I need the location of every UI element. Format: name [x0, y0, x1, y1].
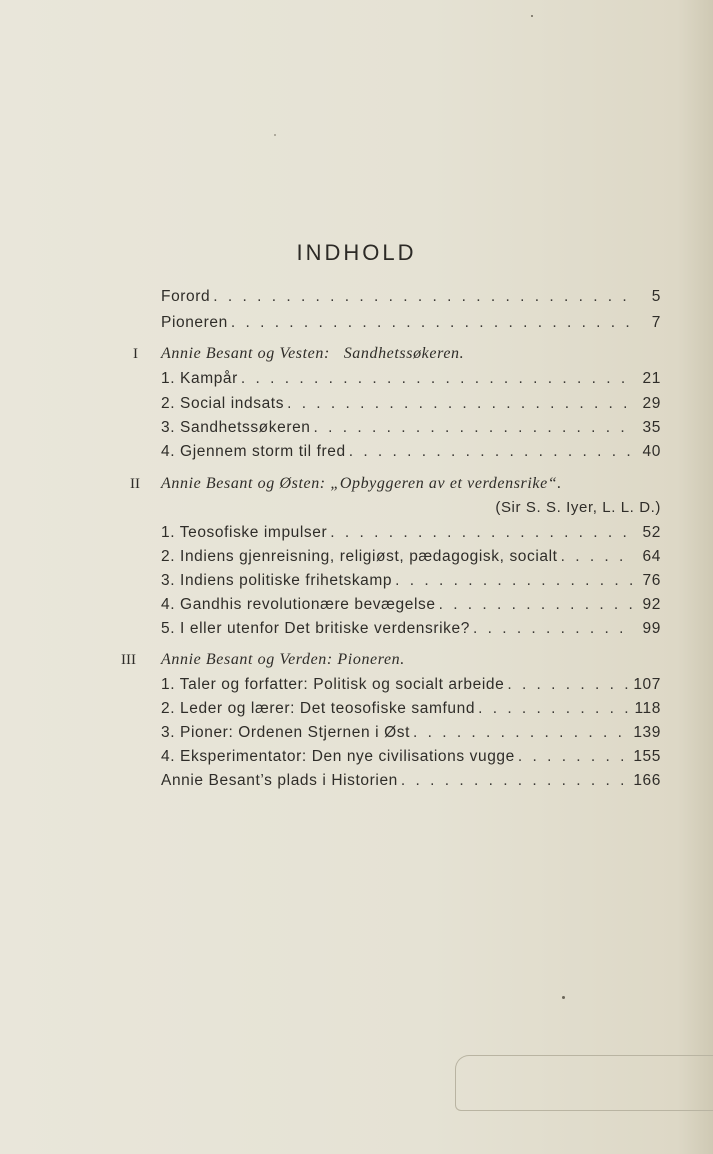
dot-leader: [346, 443, 635, 461]
dot-leader: [558, 548, 635, 566]
library-stamp-outline: [455, 1055, 713, 1111]
toc-entry[interactable]: [161, 524, 661, 546]
dot-leader: [311, 419, 635, 437]
entry-page: 166: [633, 772, 661, 789]
part-heading: [161, 345, 464, 363]
part-heading: Annie Besant og Verden: Pioneren.: [161, 651, 405, 668]
dot-leader: [398, 772, 631, 790]
entry-page: 99: [642, 620, 661, 637]
dot-leader: [475, 700, 632, 718]
part-numeral: II: [130, 476, 140, 492]
toc-entry-closing[interactable]: [161, 772, 661, 794]
part-heading-tail: Sandhetssøkeren.: [343, 345, 465, 362]
toc-entry-forord[interactable]: [161, 288, 661, 310]
dot-leader: [327, 524, 635, 542]
toc-entry[interactable]: [161, 676, 661, 698]
entry-label: 4. Gandhis revolutionære bevægelse: [161, 596, 436, 613]
toc-entry[interactable]: [161, 620, 661, 642]
entry-label: 3. Indiens politiske frihetskamp: [161, 572, 393, 589]
entry-label: Annie Besant’s plads i Historien: [161, 772, 398, 789]
part-heading: Annie Besant og Østen: „Opbyggeren av et verdensrike“.: [161, 475, 562, 492]
entry-label: 3. Pioner: Ordenen Stjernen i Øst: [161, 724, 410, 741]
dot-leader: [470, 620, 635, 638]
entry-page: 7: [651, 314, 661, 331]
entry-page: 29: [642, 395, 661, 412]
paper-speck: [562, 996, 565, 999]
toc-entry[interactable]: [161, 700, 661, 722]
entry-label: 3. Sandhetssøkeren: [161, 419, 311, 436]
entry-page: 64: [642, 548, 661, 565]
part-numeral: I: [133, 346, 138, 362]
entry-label: 4. Gjennem storm til fred: [161, 443, 346, 460]
entry-page: 107: [633, 676, 661, 693]
entry-page: 139: [633, 724, 661, 741]
dot-leader: [515, 748, 631, 766]
entry-label: Forord: [161, 288, 211, 305]
toc-entry[interactable]: [161, 548, 661, 570]
dot-leader: [504, 676, 631, 694]
toc-entry[interactable]: [161, 596, 661, 618]
toc-entry[interactable]: [161, 395, 661, 417]
paper-speck: [531, 15, 533, 17]
toc-entry[interactable]: [161, 724, 661, 746]
entry-label: 4. Eksperimentator: Den nye civilisations vugge: [161, 748, 515, 765]
toc-entry[interactable]: [161, 443, 661, 465]
entry-page: 76: [642, 572, 661, 589]
entry-label: 5. I eller utenfor Det britiske verdensrike?: [161, 620, 470, 637]
entry-label: 2. Social indsats: [161, 395, 285, 412]
entry-label: 2. Indiens gjenreisning, religiøst, pædagogisk, socialt: [161, 548, 558, 565]
toc-entry[interactable]: [161, 370, 661, 392]
dot-leader: [284, 395, 635, 413]
dot-leader: [228, 314, 635, 332]
dot-leader: [238, 370, 635, 388]
entry-page: 40: [642, 443, 661, 460]
entry-page: 92: [642, 596, 661, 613]
paper-speck: [274, 134, 276, 136]
dot-leader: [436, 596, 635, 614]
dot-leader: [410, 724, 631, 742]
entry-label: Pioneren: [161, 314, 228, 331]
entry-page: 35: [642, 419, 661, 436]
entry-label: 1. Kampår: [161, 370, 238, 387]
entry-page: 5: [651, 288, 661, 305]
entry-label: 1. Teosofiske impulser: [161, 524, 328, 541]
entry-page: 52: [642, 524, 661, 541]
dot-leader: [210, 288, 635, 306]
page-title: INDHOLD: [296, 240, 417, 265]
part-subnote: (Sir S. S. Iyer, L. L. D.): [495, 499, 661, 516]
entry-page: 21: [642, 370, 661, 387]
part-heading-main: Annie Besant og Vesten:: [161, 345, 330, 362]
entry-page: 118: [634, 700, 661, 717]
entry-page: 155: [633, 748, 661, 765]
dot-leader: [392, 572, 635, 590]
entry-label: 2. Leder og lærer: Det teosofiske samfund: [161, 700, 476, 717]
toc-entry[interactable]: [161, 748, 661, 770]
toc-entry[interactable]: [161, 572, 661, 594]
part-numeral: III: [121, 652, 136, 668]
entry-label: 1. Taler og forfatter: Politisk og socialt arbeide: [161, 676, 505, 693]
toc-entry[interactable]: [161, 419, 661, 441]
toc-entry-pioneren[interactable]: [161, 314, 661, 336]
